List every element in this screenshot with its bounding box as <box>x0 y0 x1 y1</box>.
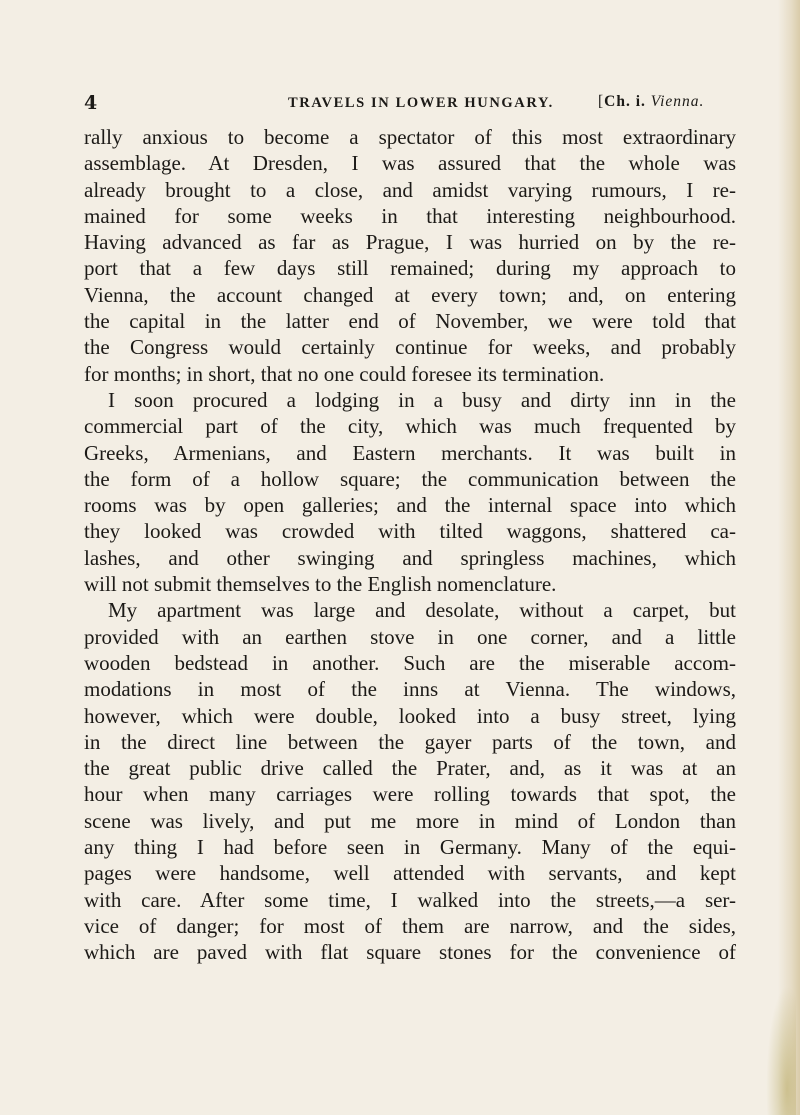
chapter-number: Ch. i. <box>604 93 646 110</box>
text-line: Greeks, Armenians, and Eastern merchants. It was built in <box>84 440 736 465</box>
paragraph-start-line: My apartment was large and desolate, without a carpet, but <box>108 598 736 623</box>
text-line: hour when many carriages were rolling towards that spot, the <box>84 782 736 807</box>
page-edge-shadow <box>778 0 800 1115</box>
text-line: in the direct line between the gayer parts of the town, and <box>84 729 736 754</box>
text-line: any thing I had before seen in Germany. Many of the equi- <box>84 835 736 860</box>
text-line: pages were handsome, well attended with servants, and kept <box>84 861 736 886</box>
paragraph-start-line: I soon procured a lodging in a busy and dirty inn in the <box>108 387 736 412</box>
text-line: rally anxious to become a spectator of this most extraordinary <box>84 125 736 149</box>
chapter-bracket: [ <box>598 93 605 110</box>
text-line: provided with an earthen stove in one corner, and a little <box>84 624 736 649</box>
text-line: rooms was by open galleries; and the internal space into which <box>84 493 736 518</box>
text-line: the capital in the latter end of November, we were told that <box>84 309 736 334</box>
text-line: the great public drive called the Prater, and, as it was at an <box>84 756 736 781</box>
text-line: for months; in short, that no one could foresee its termination. <box>84 361 605 386</box>
text-line: wooden bedstead in another. Such are the miserable accom- <box>84 650 736 675</box>
text-line: the Congress would certainly continue for weeks, and probably <box>84 335 736 360</box>
text-line: the form of a hollow square; the communication between the <box>84 466 736 491</box>
running-head <box>84 92 784 118</box>
running-title: TRAVELS IN LOWER HUNGARY. <box>288 95 554 111</box>
text-line: commercial part of the city, which was much frequented by <box>84 414 736 439</box>
paper-stain <box>766 985 796 1115</box>
chapter-reference <box>598 93 704 111</box>
text-line: Having advanced as far as Prague, I was hurried on by the re- <box>84 230 736 255</box>
text-line: they looked was crowded with tilted waggons, shattered ca- <box>84 519 736 544</box>
text-line: will not submit themselves to the English nomenclature. <box>84 572 557 597</box>
text-line: already brought to a close, and amidst varying rumours, I re- <box>84 177 736 202</box>
text-line: however, which were double, looked into a busy street, lying <box>84 703 736 728</box>
text-line: modations in most of the inns at Vienna. The windows, <box>84 677 736 702</box>
page-number: 4 <box>84 92 99 114</box>
text-line: vice of danger; for most of them are narrow, and the sides, <box>84 913 736 938</box>
text-line: lashes, and other swinging and springless machines, which <box>84 545 736 570</box>
text-line: with care. After some time, I walked into the streets,—a ser- <box>84 887 736 912</box>
text-line: assemblage. At Dresden, I was assured that the whole was <box>84 151 736 176</box>
body-text <box>84 124 736 966</box>
text-line: which are paved with flat square stones for the convenience of <box>84 940 736 965</box>
text-line: Vienna, the account changed at every town; and, on entering <box>84 282 736 307</box>
text-line: scene was lively, and put me more in mind of London than <box>84 808 736 833</box>
chapter-place: Vienna. <box>650 93 705 110</box>
text-line: mained for some weeks in that interesting neighbourhood. <box>84 203 736 228</box>
text-line: port that a few days still remained; during my approach to <box>84 256 736 281</box>
